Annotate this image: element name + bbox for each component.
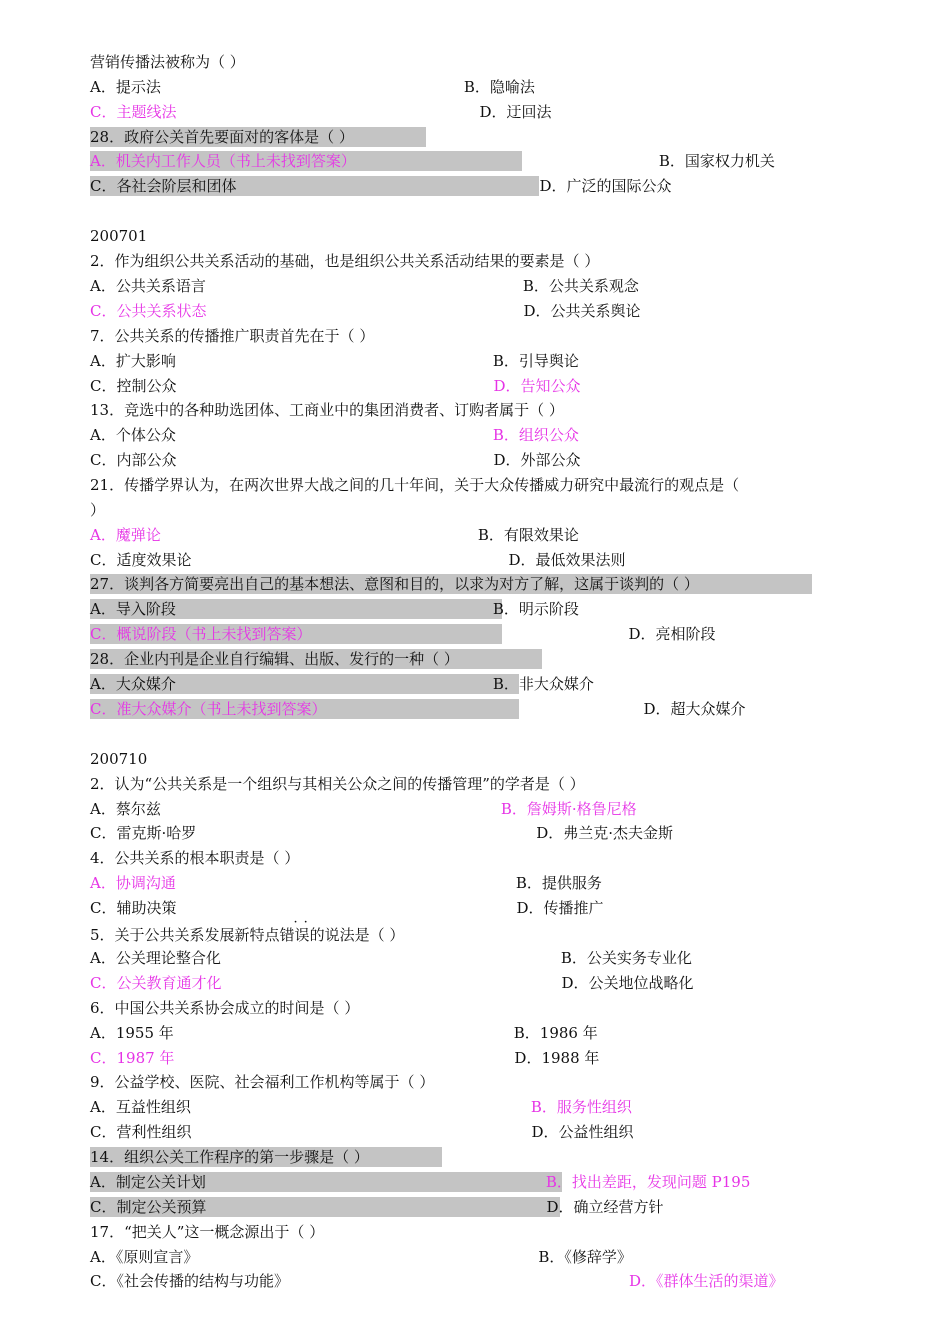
text-line: [90, 698, 746, 720]
text-line: [90, 1022, 598, 1044]
text-line: [90, 126, 354, 148]
text-line: [90, 798, 637, 820]
text-line: [90, 424, 579, 446]
line-text: 27．谈判各方简要亮出自己的基本想法、意图和目的，以求为对方了解，这属于谈判的（ ）: [90, 575, 699, 593]
emphasis-text: [279, 915, 314, 944]
answer-option: A．魔弹论: [90, 526, 161, 544]
text-line: [90, 872, 602, 894]
text-line: [90, 1047, 600, 1069]
answer-option: A．协调沟通: [90, 874, 176, 892]
line-text: 6．中国公共关系协会成立的时间是（ ）: [90, 999, 360, 1017]
line-text: A．《原则宣言》: [90, 1248, 199, 1266]
option-text: B．明示阶段: [492, 600, 579, 618]
line-text: A．提示法: [90, 78, 161, 96]
line-text: C．各社会阶层和团体: [90, 177, 237, 195]
text-line: [90, 300, 641, 322]
option-text: D．公共关系舆论: [523, 302, 641, 320]
option-text: B．1986 年: [513, 1024, 598, 1042]
option-text: D．超大众媒介: [643, 700, 746, 718]
line-text: A．公关理论整合化: [90, 949, 221, 967]
option-text: B．国家权力机关: [658, 152, 775, 170]
answer-option: C．主题线法: [90, 103, 177, 121]
answer-option: B．组织公众: [492, 426, 579, 444]
option-text: B．引导舆论: [492, 352, 579, 370]
line-text: A．制定公关计划: [90, 1173, 206, 1191]
line-text: ）: [90, 501, 106, 519]
text-line: [90, 598, 579, 620]
line-text: 2．认为“公共关系是一个组织与其相关公众之间的传播管理”的学者是（ ）: [90, 775, 585, 793]
answer-option: D．《群体生活的渠道》: [628, 1272, 784, 1290]
line-text: 17．“把关人”这一概念源出于（ ）: [90, 1223, 325, 1241]
line-text: 28．政府公关首先要面对的客体是（ ）: [90, 128, 354, 146]
text-line: [90, 150, 775, 172]
line-text: A．个体公众: [90, 426, 176, 444]
line-text: 14．组织公关工作程序的第一步骤是（ ）: [90, 1148, 369, 1166]
answer-option: B．詹姆斯·格鲁尼格: [500, 800, 637, 818]
emphasis-dots: ··: [293, 915, 314, 930]
text-line: [90, 1146, 369, 1168]
text-line: [90, 648, 459, 670]
text-line: [90, 375, 581, 397]
option-text: B．提供服务: [515, 874, 602, 892]
option-text: D．1988 年: [514, 1049, 600, 1067]
text-line: [90, 1270, 784, 1292]
option-text: B．隐喻法: [463, 78, 535, 96]
line-text: A．互益性组织: [90, 1098, 191, 1116]
line-text: A．蔡尔兹: [90, 800, 161, 818]
answer-option: C．概说阶段（书上未找到答案）: [90, 625, 312, 643]
option-text: D．广泛的国际公众: [539, 177, 672, 195]
line-text: 9．公益学校、医院、社会福利工作机构等属于（ ）: [90, 1073, 435, 1091]
line-text: A．1955 年: [90, 1024, 174, 1042]
option-text: D．最低效果法则: [508, 551, 626, 569]
text-line: [90, 524, 579, 546]
answer-option: B．服务性组织: [530, 1098, 632, 1116]
text-line: [90, 1171, 751, 1193]
option-text: D．外部公众: [493, 451, 581, 469]
line-text: C．营利性组织: [90, 1123, 192, 1141]
text-line: [90, 350, 579, 372]
option-text: D．确立经营方针: [546, 1198, 664, 1216]
line-text: 200701: [90, 227, 148, 245]
line-text: 21．传播学界认为，在两次世界大战之间的几十年间，关于大众传播威力研究中最流行的观点是（: [90, 476, 740, 494]
text-line: [90, 549, 626, 571]
text-line: [90, 1196, 664, 1218]
text-line: [90, 623, 716, 645]
answer-option: C．1987 年: [90, 1049, 175, 1067]
line-text: 28．企业内刊是企业自行编辑、出版、发行的一种（ ）: [90, 650, 459, 668]
line-text: C．《社会传播的结构与功能》: [90, 1272, 289, 1290]
text-line: [90, 474, 739, 496]
option-text: D．公关地位战略化: [561, 974, 694, 992]
text-line: [90, 1071, 434, 1093]
text-line: [90, 915, 405, 946]
line-text: 4．公共关系的根本职责是（ ）: [90, 849, 300, 867]
text-line: [90, 997, 359, 1019]
line-text: A．扩大影响: [90, 352, 176, 370]
emphasis-word: 错误: [279, 926, 310, 944]
option-text: D．传播推广: [516, 899, 604, 917]
text-line: [90, 175, 672, 197]
line-text: A．大众媒介: [90, 675, 176, 693]
answer-option: D．告知公众: [493, 377, 581, 395]
option-text: B．公共关系观念: [522, 277, 639, 295]
line-text: C．内部公众: [90, 451, 177, 469]
option-text: B．有限效果论: [477, 526, 579, 544]
line-text: C．雷克斯·哈罗: [90, 824, 197, 842]
line-text: A．公共关系语言: [90, 277, 206, 295]
line-text: 200710: [90, 750, 148, 768]
text-line: [90, 673, 594, 695]
text-line: [90, 573, 699, 595]
text-line: [90, 101, 552, 123]
line-text: C．制定公关预算: [90, 1198, 207, 1216]
text-line: [90, 1096, 632, 1118]
line-text: C．控制公众: [90, 377, 177, 395]
option-text: B．公关实务专业化: [560, 949, 692, 967]
text-line: [90, 325, 374, 347]
text-line: [90, 275, 639, 297]
text-line: [90, 1221, 324, 1243]
answer-option: C．公共关系状态: [90, 302, 207, 320]
line-text: C．适度效果论: [90, 551, 192, 569]
text-line: [90, 972, 694, 994]
option-text: B．非大众媒介: [492, 675, 594, 693]
text-line: [90, 449, 581, 471]
text-line: [90, 1246, 632, 1268]
text-line: [90, 499, 105, 521]
line-text: A．导入阶段: [90, 600, 176, 618]
option-text: D．迂回法: [479, 103, 552, 121]
line-text: 13．竞选中的各种助选团体、工商业中的集团消费者、订购者属于（ ）: [90, 401, 564, 419]
text-line: [90, 76, 535, 98]
answer-option: B．找出差距，发现问题 P195: [545, 1173, 751, 1191]
answer-option: C．公关教育通才化: [90, 974, 222, 992]
text-line: [90, 773, 585, 795]
text-line: [90, 847, 299, 869]
text-line: [90, 1121, 634, 1143]
option-text: D．亮相阶段: [628, 625, 716, 643]
text-line: [90, 51, 245, 73]
text-line: [90, 399, 564, 421]
line-text-end: 的说法是（ ）: [309, 926, 405, 944]
text-line: [90, 947, 692, 969]
line-text: 2．作为组织公共关系活动的基础，也是组织公共关系活动结果的要素是（ ）: [90, 252, 600, 270]
answer-option: C．准大众媒介（书上未找到答案）: [90, 700, 327, 718]
option-text: B．《修辞学》: [538, 1248, 632, 1266]
line-text: 营销传播法被称为（ ）: [90, 53, 245, 71]
line-text: C．辅助决策: [90, 899, 177, 917]
text-line: [90, 748, 147, 770]
line-text: 7．公共关系的传播推广职责首先在于（ ）: [90, 327, 375, 345]
text-line: [90, 897, 604, 919]
option-text: D．公益性组织: [531, 1123, 634, 1141]
option-text: D．弗兰克·杰夫金斯: [536, 824, 674, 842]
answer-option: A．机关内工作人员（书上未找到答案）: [90, 152, 356, 170]
text-line: [90, 822, 674, 844]
line-text: 5．关于公共关系发展新特点: [90, 926, 280, 944]
text-line: [90, 250, 599, 272]
text-line: [90, 225, 147, 247]
